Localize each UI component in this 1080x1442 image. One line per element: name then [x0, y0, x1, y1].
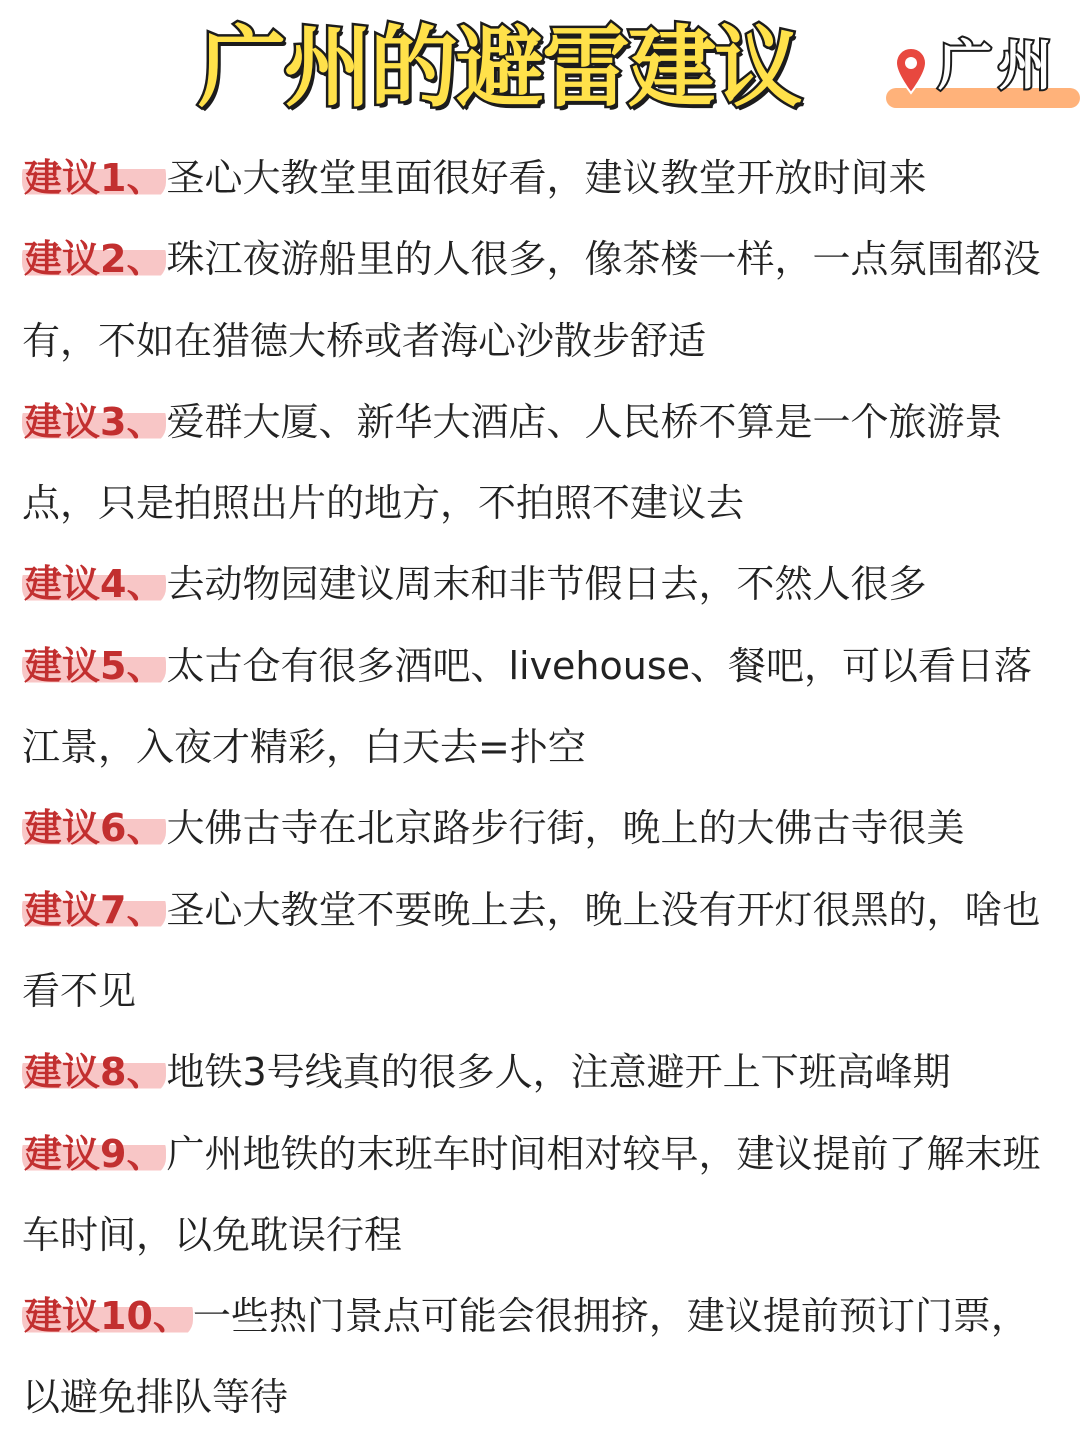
item-text: 广州地铁的末班车时间相对较早，建议提前了解末班车时间，以免耽误行程: [22, 1131, 1041, 1257]
item-text: 地铁3号线真的很多人，注意避开上下班高峰期: [166, 1050, 951, 1095]
item-label: 建议5、: [24, 643, 165, 688]
header: [0, 14, 1080, 134]
item-label: 建议8、: [24, 1050, 165, 1095]
list-item: [22, 626, 1062, 789]
item-text: 大佛古寺在北京路步行街，晚上的大佛古寺很美: [166, 806, 965, 851]
list-item: [22, 870, 1062, 1033]
list-item: [22, 219, 1062, 382]
item-label: 建议7、: [24, 887, 165, 932]
location-label: 广州: [938, 34, 1058, 97]
item-label: 建议10、: [24, 1294, 191, 1339]
page-title: 广州的避雷建议: [198, 16, 801, 119]
list-item: [22, 1276, 1062, 1439]
map-pin-icon: [894, 46, 928, 96]
location-badge: [886, 32, 1080, 112]
item-label: 建议3、: [24, 399, 165, 444]
list-item: [22, 382, 1062, 545]
list-item: [22, 138, 1062, 219]
item-label: 建议2、: [24, 237, 165, 282]
item-text: 圣心大教堂不要晚上去，晚上没有开灯很黑的，啥也看不见: [22, 887, 1041, 1013]
list-item: [22, 788, 1062, 869]
list-item: [22, 544, 1062, 625]
item-text: 爱群大厦、新华大酒店、人民桥不算是一个旅游景点，只是拍照出片的地方，不拍照不建议去: [22, 399, 1003, 526]
list-item: [22, 1114, 1062, 1277]
item-text: 太古仓有很多酒吧、livehouse、餐吧，可以看日落江景，入夜才精彩，白天去=扑空: [22, 643, 1033, 770]
item-label: 建议9、: [24, 1131, 165, 1176]
item-label: 建议4、: [24, 562, 165, 607]
item-text: 圣心大教堂里面很好看，建议教堂开放时间来: [166, 156, 927, 200]
item-label: 建议6、: [24, 806, 165, 851]
item-text: 一些热门景点可能会很拥挤，建议提前预订门票，以避免排队等待: [22, 1294, 1029, 1420]
item-text: 珠江夜游船里的人很多，像茶楼一样，一点氛围都没有，不如在猎德大桥或者海心沙散步舒适: [22, 237, 1041, 363]
advice-list: [22, 138, 1062, 1439]
item-text: 去动物园建议周末和非节假日去，不然人很多: [166, 562, 927, 607]
item-label: 建议1、: [24, 156, 165, 200]
list-item: [22, 1032, 1062, 1113]
